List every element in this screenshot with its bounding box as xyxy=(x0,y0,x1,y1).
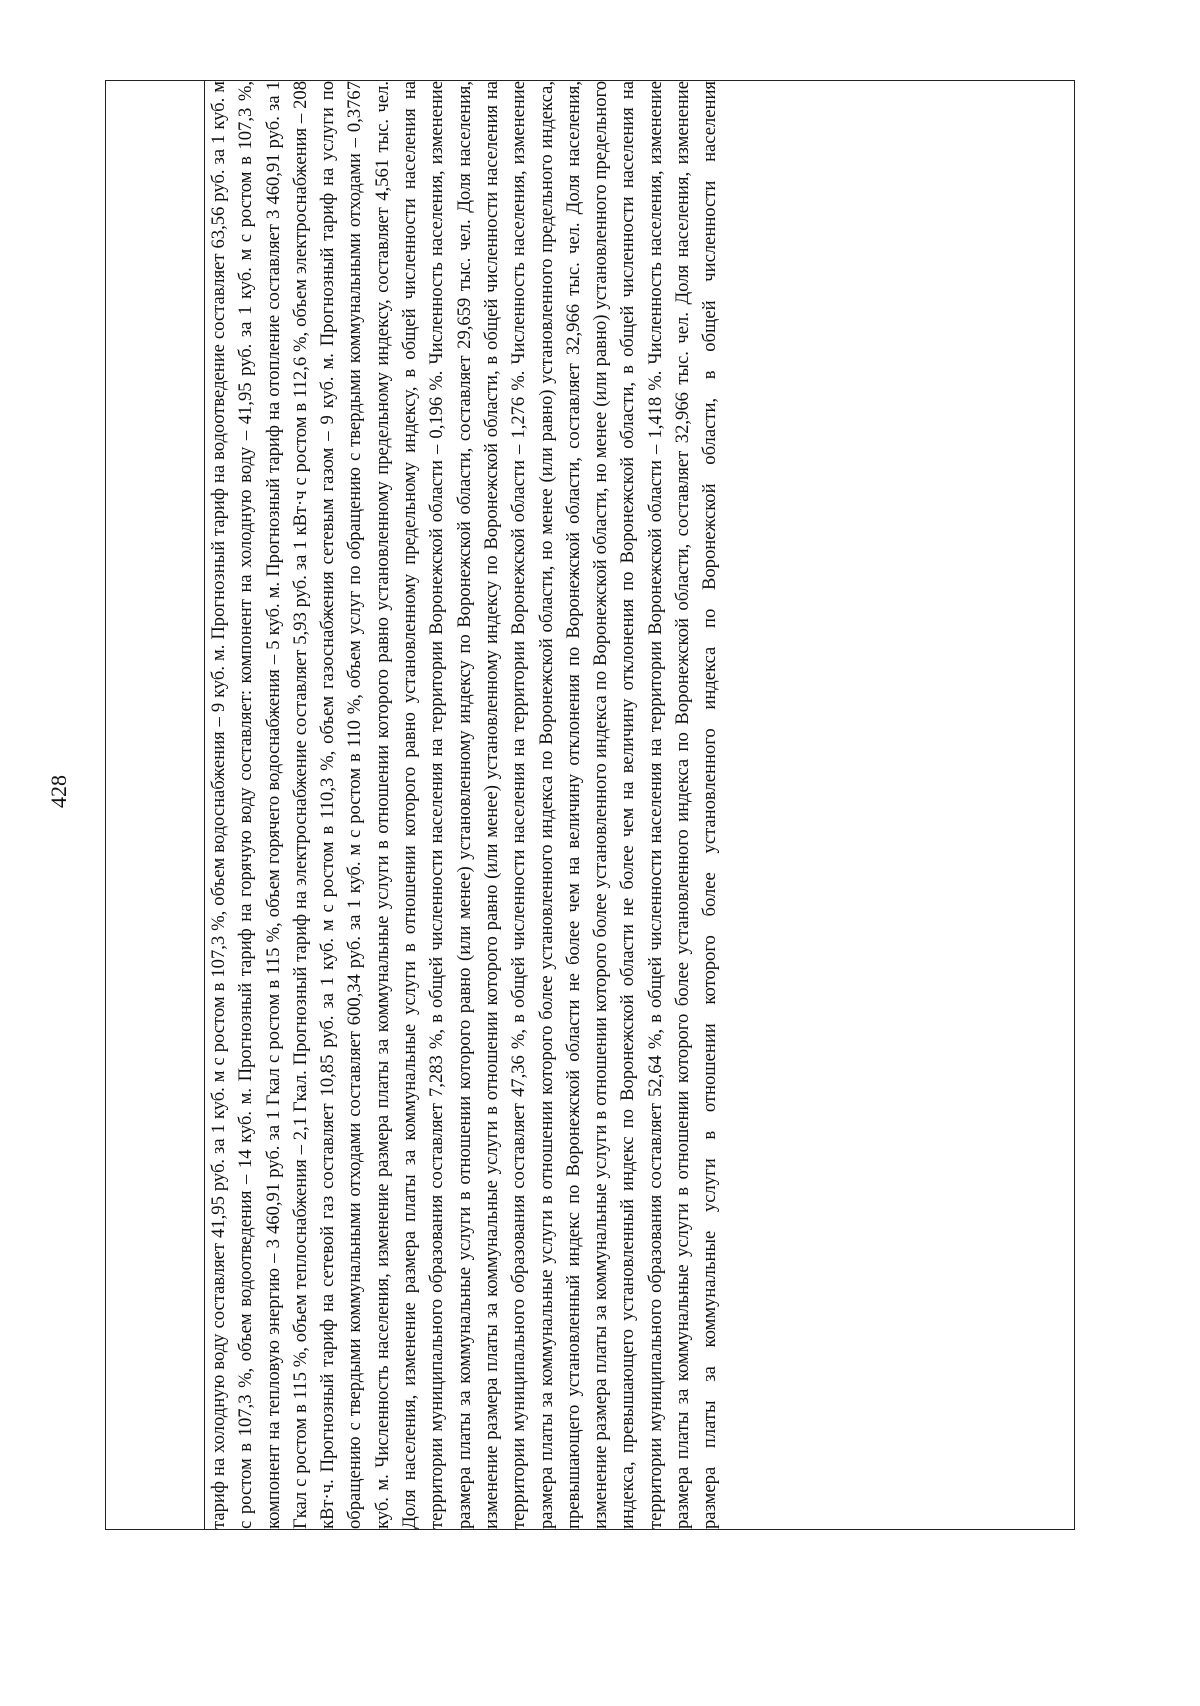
page-number: 428 xyxy=(46,775,71,808)
left-cell xyxy=(106,81,205,1530)
tariff-description-text: тариф на холодную воду составляет 41,95 руб. за 1 куб. м с ростом в 107,3 %, объем водоснабжения – 9 куб. м. Прогнозный тариф на водоотведение составляет 63,56 руб. за 1 куб. м с ростом в 107,3 %, объем водоотведения – 14 куб. м. Прогнозный тариф на горячую воду составляет: компонент на холодную воду – 41,95 руб. за 1 куб. м с ростом в 107,3 %, компонент на тепловую энергию – 3 460,91 руб. за 1 Гкал с ростом в 115 %, объем горячего водоснабжения – 5 куб. м. Прогнозный тариф на отопление составляет 3 460,91 руб. за 1 Гкал с ростом в 115 %, объем теплоснабжения – 2,1 Гкал. Прогнозный тариф на электроснабжение составляет 5,93 руб. за 1 кВт·ч с ростом в 112,6 %, объем электроснабжения – 208 кВт·ч. Прогнозный тариф на сетевой газ составляет 10,85 руб. за 1 куб. м с ростом в 110,3 %, объем газоснабжения сетевым газом – 9 куб. м. Прогнозный тариф на услуги по обращению с твердыми коммунальными отходами составляет 600,34 руб. за 1 куб. м с ростом в 110 %, объем услуг по обращению с твердыми коммунальными отходами – 0,3767 куб. м. Численность населения, изменение размера платы за коммунальные услуги в отношении которого равно установленному предельному индексу, составляет 4,561 тыс. чел. Доля населения, изменение размера платы за коммунальные услуги в отношении которого равно установленному предельному индексу, в общей численности населения на территории муниципального образования составляет 7,283 %, в общей численности населения на территории Воронежской области – 0,196 %. Численность населения, изменение размера платы за коммунальные услуги в отношении которого равно (или менее) установленному индексу по Воронежской области, составляет 29,659 тыс. чел. Доля населения, изменение размера платы за коммунальные услуги в отношении которого равно (или менее) установленному индексу по Воронежской области, в общей численности населения на территории муниципального образования составляет 47,36 %, в общей численности населения на территории Воронежской области – 1,276 %. Численность населения, изменение размера платы за коммунальные услуги в отношении которого более установленного индекса по Воронежской области, но менее (или равно) установленного предельного индекса, превышающего установленный индекс по Воронежской области не более чем на величину отклонения по Воронежской области, составляет 32,966 тыс. чел. Доля населения, изменение размера платы за коммунальные услуги в отношении которого более установленного индекса по Воронежской области, но менее (или равно) установленного предельного индекса, превышающего установленный индекс по Воронежской области не более чем на величину отклонения по Воронежской области, в общей численности населения на территории муниципального образования составляет 52,64 %, в общей численности населения на территории Воронежской области – 1,418 %. Численность населения, изменение размера платы за коммунальные услуги в отношении которого более установленного индекса по Воронежской области, составляет 32,966 тыс. чел. Доля населения, изменение размера платы за коммунальные услуги в отношении которого более установленного индекса по Воронежской области, в общей численности населения xyxy=(208,81,721,1529)
rotated-page xyxy=(105,80,1075,1530)
table-row xyxy=(106,81,205,1530)
document-table xyxy=(105,80,1075,1530)
table-row xyxy=(205,81,1075,1530)
right-cell xyxy=(205,81,1075,1530)
